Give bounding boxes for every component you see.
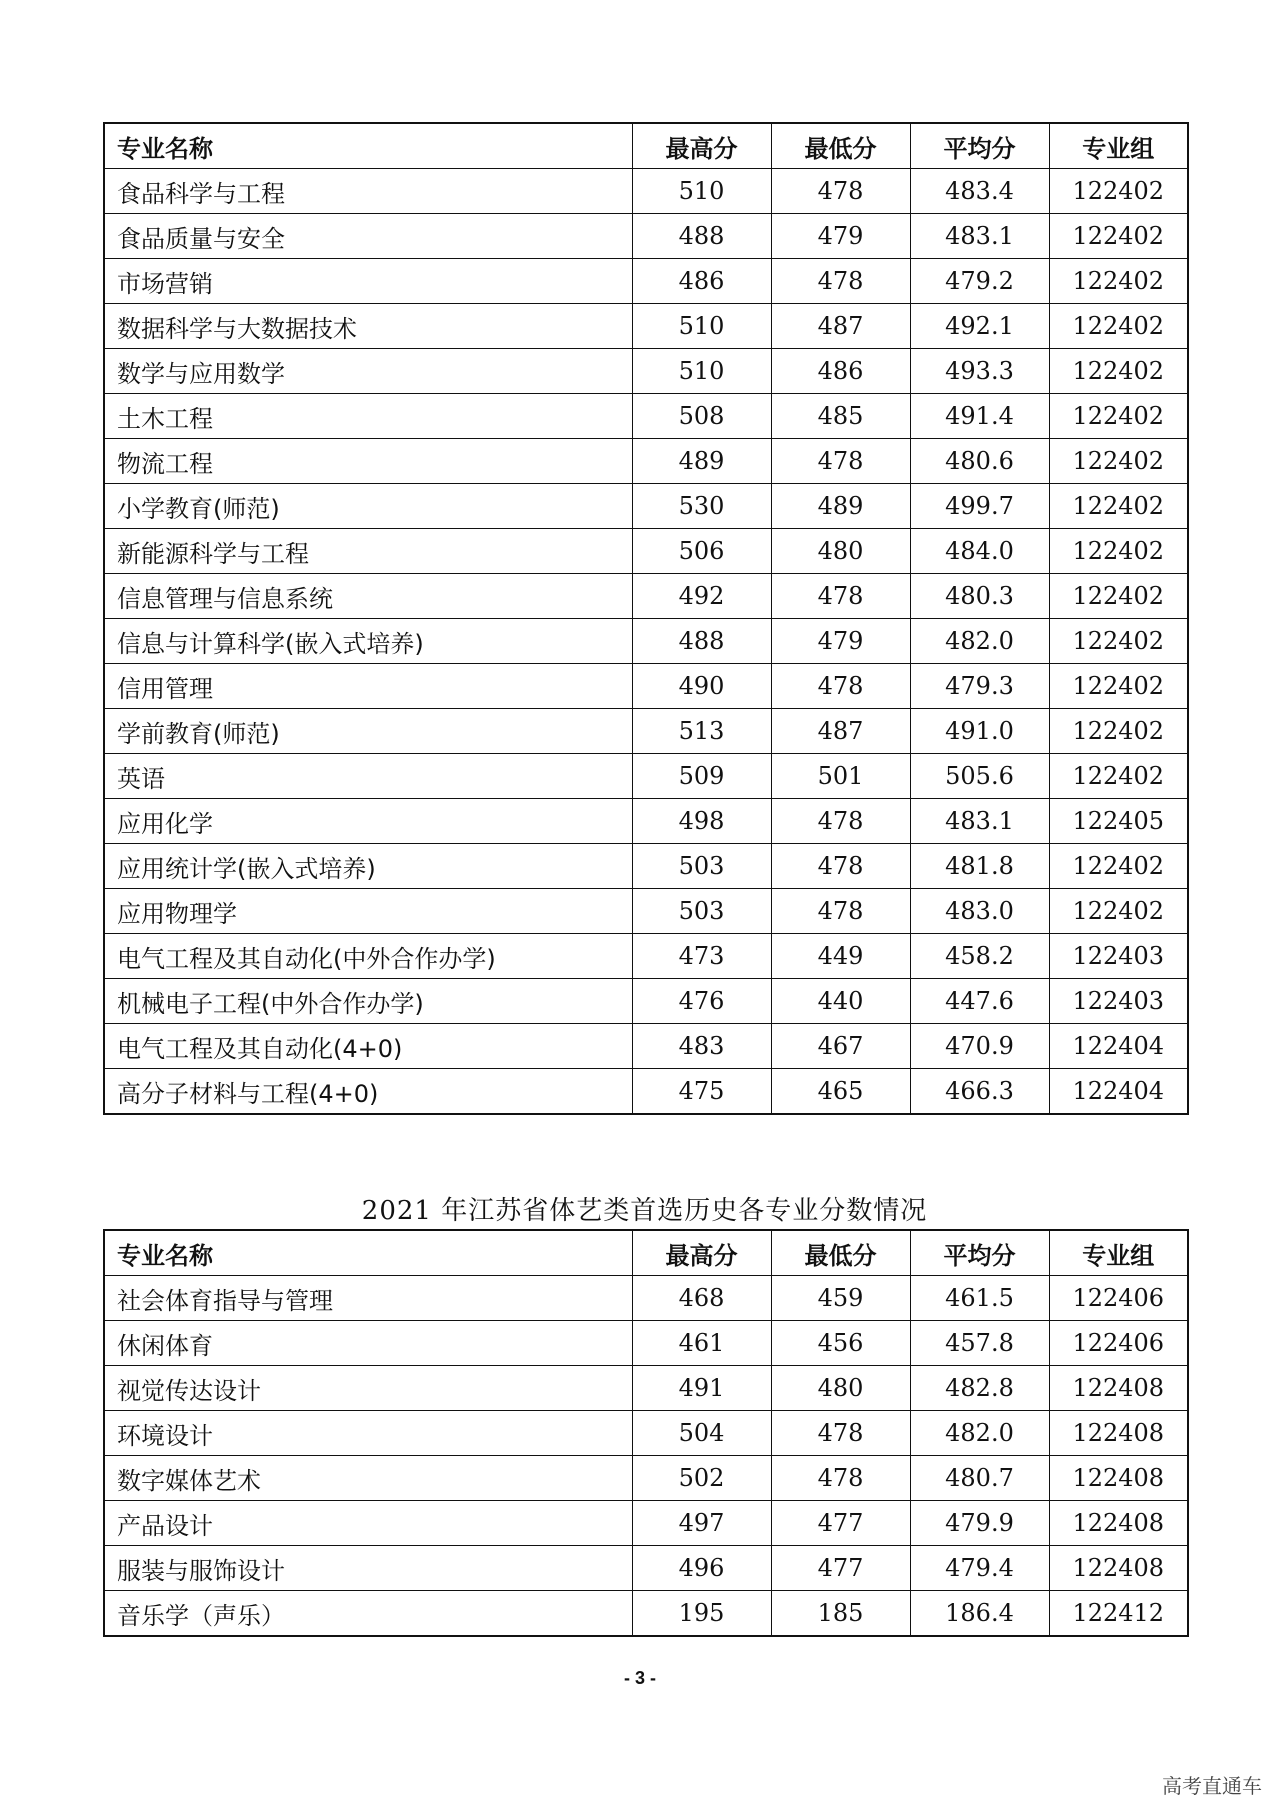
cell-major-group: 122402 — [1049, 754, 1188, 799]
cell-max-score: 503 — [632, 889, 771, 934]
table-row — [104, 1591, 1188, 1637]
table-header-row — [104, 1230, 1188, 1276]
header-major-group: 专业组 — [1049, 123, 1188, 169]
table-row — [104, 439, 1188, 484]
header-min-score: 最低分 — [771, 123, 910, 169]
table-row — [104, 664, 1188, 709]
cell-major-group: 122402 — [1049, 169, 1188, 214]
table-row — [104, 304, 1188, 349]
cell-avg-score: 483.1 — [910, 214, 1049, 259]
header-avg-score: 平均分 — [910, 1230, 1049, 1276]
cell-min-score: 185 — [771, 1591, 910, 1637]
cell-max-score: 195 — [632, 1591, 771, 1637]
cell-major-name: 音乐学（声乐） — [104, 1591, 632, 1637]
cell-min-score: 478 — [771, 1456, 910, 1501]
table-row — [104, 844, 1188, 889]
cell-min-score: 465 — [771, 1069, 910, 1115]
cell-max-score: 513 — [632, 709, 771, 754]
cell-major-group: 122408 — [1049, 1501, 1188, 1546]
cell-min-score: 478 — [771, 439, 910, 484]
cell-avg-score: 466.3 — [910, 1069, 1049, 1115]
header-avg-score: 平均分 — [910, 123, 1049, 169]
cell-major-name: 应用化学 — [104, 799, 632, 844]
cell-major-group: 122402 — [1049, 619, 1188, 664]
cell-avg-score: 458.2 — [910, 934, 1049, 979]
table-row — [104, 214, 1188, 259]
cell-min-score: 478 — [771, 889, 910, 934]
table-row — [104, 169, 1188, 214]
cell-min-score: 478 — [771, 844, 910, 889]
cell-major-name: 小学教育(师范) — [104, 484, 632, 529]
table-row — [104, 259, 1188, 304]
cell-major-group: 122402 — [1049, 394, 1188, 439]
cell-avg-score: 480.7 — [910, 1456, 1049, 1501]
cell-min-score: 486 — [771, 349, 910, 394]
cell-min-score: 478 — [771, 169, 910, 214]
cell-min-score: 479 — [771, 619, 910, 664]
table-row — [104, 1546, 1188, 1591]
cell-major-group: 122408 — [1049, 1456, 1188, 1501]
table-row — [104, 394, 1188, 439]
cell-major-group: 122404 — [1049, 1024, 1188, 1069]
cell-major-name: 环境设计 — [104, 1411, 632, 1456]
cell-avg-score: 457.8 — [910, 1321, 1049, 1366]
cell-avg-score: 470.9 — [910, 1024, 1049, 1069]
table-row — [104, 529, 1188, 574]
cell-major-name: 休闲体育 — [104, 1321, 632, 1366]
table-row — [104, 574, 1188, 619]
cell-major-name: 食品科学与工程 — [104, 169, 632, 214]
cell-avg-score: 479.3 — [910, 664, 1049, 709]
cell-min-score: 480 — [771, 1366, 910, 1411]
table-row — [104, 799, 1188, 844]
cell-major-name: 社会体育指导与管理 — [104, 1276, 632, 1321]
cell-max-score: 506 — [632, 529, 771, 574]
cell-avg-score: 461.5 — [910, 1276, 1049, 1321]
cell-major-name: 土木工程 — [104, 394, 632, 439]
cell-max-score: 490 — [632, 664, 771, 709]
header-major-name: 专业名称 — [104, 123, 632, 169]
cell-min-score: 487 — [771, 304, 910, 349]
cell-min-score: 479 — [771, 214, 910, 259]
cell-min-score: 487 — [771, 709, 910, 754]
table-row — [104, 619, 1188, 664]
cell-max-score: 508 — [632, 394, 771, 439]
cell-avg-score: 492.1 — [910, 304, 1049, 349]
cell-major-group: 122403 — [1049, 934, 1188, 979]
cell-major-group: 122408 — [1049, 1366, 1188, 1411]
cell-major-group: 122402 — [1049, 439, 1188, 484]
header-max-score: 最高分 — [632, 1230, 771, 1276]
cell-max-score: 476 — [632, 979, 771, 1024]
cell-max-score: 492 — [632, 574, 771, 619]
cell-major-group: 122402 — [1049, 529, 1188, 574]
section-title: 2021 年江苏省体艺类首选历史各专业分数情况 — [361, 1196, 928, 1226]
cell-min-score: 489 — [771, 484, 910, 529]
score-table-main — [103, 122, 1189, 1115]
cell-major-group: 122402 — [1049, 574, 1188, 619]
cell-major-name: 新能源科学与工程 — [104, 529, 632, 574]
cell-max-score: 473 — [632, 934, 771, 979]
cell-min-score: 501 — [771, 754, 910, 799]
cell-max-score: 509 — [632, 754, 771, 799]
cell-avg-score: 186.4 — [910, 1591, 1049, 1637]
cell-major-name: 服装与服饰设计 — [104, 1546, 632, 1591]
page-number: - 3 - — [623, 1668, 656, 1688]
cell-min-score: 477 — [771, 1546, 910, 1591]
cell-min-score: 467 — [771, 1024, 910, 1069]
cell-min-score: 478 — [771, 664, 910, 709]
table-row — [104, 1366, 1188, 1411]
cell-major-name: 信息与计算科学(嵌入式培养) — [104, 619, 632, 664]
cell-max-score: 468 — [632, 1276, 771, 1321]
cell-max-score: 488 — [632, 214, 771, 259]
cell-avg-score: 482.0 — [910, 1411, 1049, 1456]
cell-avg-score: 482.8 — [910, 1366, 1049, 1411]
score-table-arts-sports — [103, 1229, 1189, 1637]
cell-major-name: 产品设计 — [104, 1501, 632, 1546]
cell-major-name: 市场营销 — [104, 259, 632, 304]
cell-avg-score: 491.4 — [910, 394, 1049, 439]
cell-max-score: 491 — [632, 1366, 771, 1411]
cell-min-score: 478 — [771, 574, 910, 619]
cell-max-score: 510 — [632, 304, 771, 349]
cell-major-group: 122402 — [1049, 259, 1188, 304]
table-row — [104, 889, 1188, 934]
cell-max-score: 483 — [632, 1024, 771, 1069]
cell-major-group: 122408 — [1049, 1411, 1188, 1456]
cell-major-group: 122408 — [1049, 1546, 1188, 1591]
cell-min-score: 477 — [771, 1501, 910, 1546]
table-row — [104, 1411, 1188, 1456]
cell-avg-score: 480.6 — [910, 439, 1049, 484]
cell-major-group: 122402 — [1049, 709, 1188, 754]
cell-major-group: 122402 — [1049, 349, 1188, 394]
cell-max-score: 475 — [632, 1069, 771, 1115]
watermark: 高考直通车 — [1162, 1774, 1262, 1798]
cell-avg-score: 481.8 — [910, 844, 1049, 889]
cell-major-name: 电气工程及其自动化(4+0) — [104, 1024, 632, 1069]
cell-major-group: 122406 — [1049, 1321, 1188, 1366]
table-row — [104, 1501, 1188, 1546]
table-row — [104, 1321, 1188, 1366]
cell-max-score: 504 — [632, 1411, 771, 1456]
cell-avg-score: 483.0 — [910, 889, 1049, 934]
cell-major-name: 数字媒体艺术 — [104, 1456, 632, 1501]
cell-avg-score: 484.0 — [910, 529, 1049, 574]
table-row — [104, 1024, 1188, 1069]
cell-avg-score: 480.3 — [910, 574, 1049, 619]
cell-major-group: 122404 — [1049, 1069, 1188, 1115]
cell-major-name: 应用统计学(嵌入式培养) — [104, 844, 632, 889]
cell-min-score: 459 — [771, 1276, 910, 1321]
table-row — [104, 979, 1188, 1024]
cell-min-score: 449 — [771, 934, 910, 979]
table-row — [104, 934, 1188, 979]
table-row — [104, 754, 1188, 799]
cell-min-score: 478 — [771, 799, 910, 844]
cell-max-score: 510 — [632, 349, 771, 394]
cell-major-name: 英语 — [104, 754, 632, 799]
table-row — [104, 709, 1188, 754]
cell-major-group: 122402 — [1049, 484, 1188, 529]
cell-avg-score: 479.4 — [910, 1546, 1049, 1591]
cell-max-score: 530 — [632, 484, 771, 529]
table-row — [104, 1456, 1188, 1501]
cell-avg-score: 493.3 — [910, 349, 1049, 394]
cell-major-name: 信用管理 — [104, 664, 632, 709]
cell-major-group: 122403 — [1049, 979, 1188, 1024]
cell-min-score: 478 — [771, 1411, 910, 1456]
cell-max-score: 510 — [632, 169, 771, 214]
header-major-name: 专业名称 — [104, 1230, 632, 1276]
cell-max-score: 503 — [632, 844, 771, 889]
cell-max-score: 502 — [632, 1456, 771, 1501]
cell-avg-score: 483.1 — [910, 799, 1049, 844]
cell-major-group: 122402 — [1049, 304, 1188, 349]
cell-major-group: 122402 — [1049, 889, 1188, 934]
cell-major-name: 应用物理学 — [104, 889, 632, 934]
header-min-score: 最低分 — [771, 1230, 910, 1276]
cell-avg-score: 479.9 — [910, 1501, 1049, 1546]
cell-avg-score: 447.6 — [910, 979, 1049, 1024]
cell-major-name: 学前教育(师范) — [104, 709, 632, 754]
cell-major-group: 122406 — [1049, 1276, 1188, 1321]
cell-major-group: 122412 — [1049, 1591, 1188, 1637]
cell-major-group: 122402 — [1049, 844, 1188, 889]
cell-min-score: 440 — [771, 979, 910, 1024]
cell-major-group: 122402 — [1049, 214, 1188, 259]
cell-avg-score: 505.6 — [910, 754, 1049, 799]
cell-avg-score: 482.0 — [910, 619, 1049, 664]
table-body — [104, 169, 1188, 1115]
cell-major-name: 高分子材料与工程(4+0) — [104, 1069, 632, 1115]
header-max-score: 最高分 — [632, 123, 771, 169]
cell-max-score: 497 — [632, 1501, 771, 1546]
cell-max-score: 496 — [632, 1546, 771, 1591]
cell-major-name: 电气工程及其自动化(中外合作办学) — [104, 934, 632, 979]
cell-avg-score: 483.4 — [910, 169, 1049, 214]
cell-major-name: 数据科学与大数据技术 — [104, 304, 632, 349]
cell-avg-score: 479.2 — [910, 259, 1049, 304]
cell-max-score: 486 — [632, 259, 771, 304]
cell-major-group: 122405 — [1049, 799, 1188, 844]
cell-major-name: 信息管理与信息系统 — [104, 574, 632, 619]
cell-major-name: 物流工程 — [104, 439, 632, 484]
cell-min-score: 485 — [771, 394, 910, 439]
table-row — [104, 349, 1188, 394]
cell-max-score: 488 — [632, 619, 771, 664]
cell-major-name: 机械电子工程(中外合作办学) — [104, 979, 632, 1024]
cell-major-group: 122402 — [1049, 664, 1188, 709]
cell-avg-score: 499.7 — [910, 484, 1049, 529]
cell-max-score: 461 — [632, 1321, 771, 1366]
table-body — [104, 1276, 1188, 1637]
cell-major-name: 数学与应用数学 — [104, 349, 632, 394]
table-row — [104, 1276, 1188, 1321]
header-major-group: 专业组 — [1049, 1230, 1188, 1276]
cell-major-name: 视觉传达设计 — [104, 1366, 632, 1411]
cell-max-score: 498 — [632, 799, 771, 844]
table-row — [104, 484, 1188, 529]
table-row — [104, 1069, 1188, 1115]
cell-min-score: 480 — [771, 529, 910, 574]
cell-avg-score: 491.0 — [910, 709, 1049, 754]
cell-max-score: 489 — [632, 439, 771, 484]
cell-major-name: 食品质量与安全 — [104, 214, 632, 259]
table-header-row — [104, 123, 1188, 169]
cell-min-score: 456 — [771, 1321, 910, 1366]
cell-min-score: 478 — [771, 259, 910, 304]
